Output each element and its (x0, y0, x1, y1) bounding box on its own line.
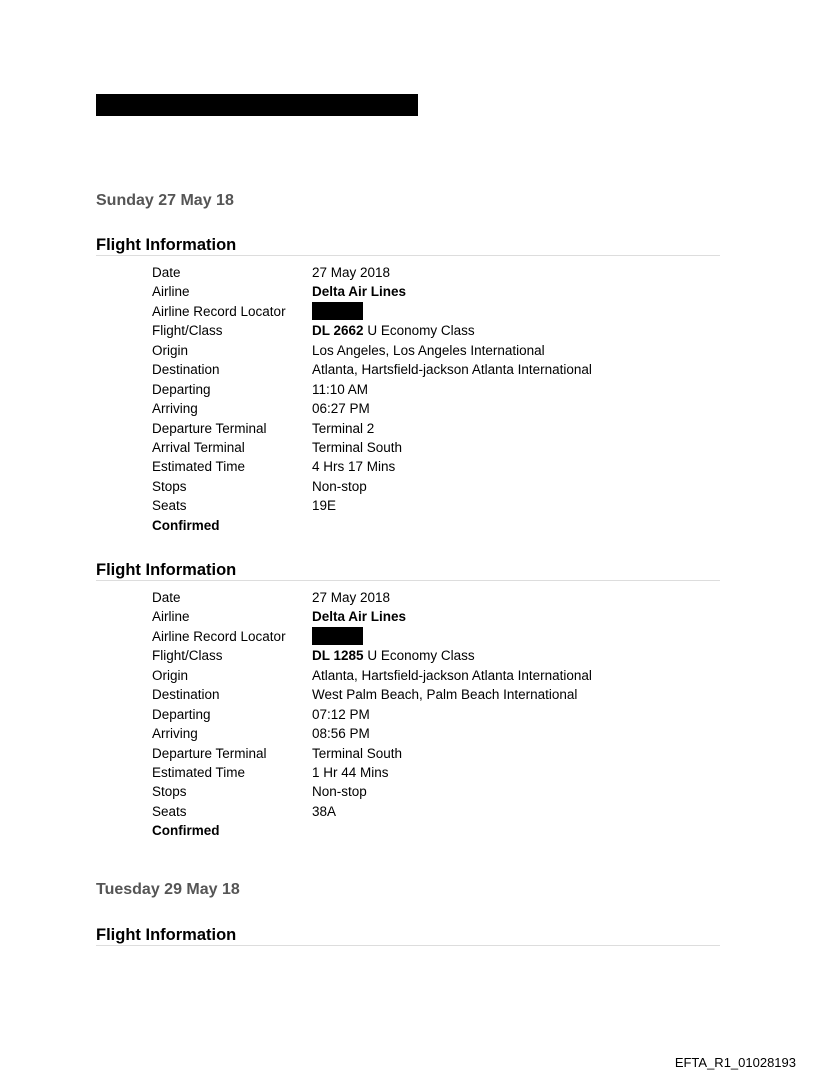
row-est-time (96, 457, 720, 476)
value: 11:10 AM (312, 381, 369, 397)
row-seats (96, 496, 720, 515)
value: Atlanta, Hartsfield-jackson Atlanta International (312, 667, 592, 683)
flight-section-1 (96, 236, 720, 535)
label: Destination (152, 362, 220, 378)
row-stops (96, 477, 720, 496)
row-airline (96, 607, 720, 626)
value: 19E (312, 498, 337, 514)
label: Date (152, 265, 181, 280)
row-airline (96, 282, 720, 301)
label: Departure Terminal (152, 745, 267, 761)
value: 4 Hrs 17 Mins (312, 459, 396, 475)
value: Los Angeles, Los Angeles International (312, 342, 545, 358)
redaction (312, 627, 363, 645)
row-departing (96, 380, 720, 399)
value: 27 May 2018 (312, 590, 391, 605)
row-dep-terminal (96, 744, 720, 763)
value: West Palm Beach, Palm Beach International (312, 687, 578, 703)
value: Delta Air Lines (312, 284, 407, 300)
row-destination (96, 685, 720, 704)
label: Arriving (152, 401, 198, 417)
section-title: Flight Information (96, 236, 720, 256)
value: Terminal 2 (312, 420, 375, 436)
document-id: EFTA_R1_01028193 (674, 1055, 796, 1070)
row-stops (96, 782, 720, 801)
label: Flight/Class (152, 648, 223, 664)
value: Non-stop (312, 784, 367, 800)
label: Airline Record Locator (152, 303, 286, 319)
confirmed-status: Confirmed (152, 517, 220, 533)
label: Airline (152, 284, 190, 300)
label: Departing (152, 381, 211, 397)
label: Seats (152, 498, 187, 514)
redaction (312, 302, 363, 320)
value: Delta Air Lines (312, 609, 407, 625)
row-destination (96, 360, 720, 379)
class: U Economy Class (367, 323, 475, 339)
value: 27 May 2018 (312, 265, 391, 280)
row-locator (96, 627, 720, 646)
value: Terminal South (312, 745, 403, 761)
label: Departure Terminal (152, 420, 267, 436)
day-heading: Tuesday 29 May 18 (96, 881, 240, 898)
row-arr-terminal (96, 438, 720, 457)
value: 06:27 PM (312, 401, 370, 417)
row-origin (96, 666, 720, 685)
class: U Economy Class (367, 648, 475, 664)
row-origin (96, 341, 720, 360)
label: Airline Record Locator (152, 628, 286, 644)
redacted-header (96, 94, 418, 116)
label: Origin (152, 342, 189, 358)
value: 07:12 PM (312, 706, 370, 722)
section-title: Flight Information (96, 926, 720, 946)
row-date (96, 588, 720, 607)
row-arriving (96, 724, 720, 743)
value: Non-stop (312, 478, 367, 494)
label: Stops (152, 478, 187, 494)
flight-section-3 (96, 926, 720, 946)
label: Date (152, 590, 181, 605)
row-arriving (96, 399, 720, 418)
label: Airline (152, 609, 190, 625)
value: Atlanta, Hartsfield-jackson Atlanta International (312, 362, 592, 378)
row-flight-class (96, 321, 720, 340)
row-departing (96, 705, 720, 724)
label: Arriving (152, 726, 198, 742)
label: Origin (152, 667, 189, 683)
value: Terminal South (312, 439, 403, 455)
label: Destination (152, 687, 220, 703)
label: Seats (152, 803, 187, 819)
flight-section-2 (96, 561, 720, 841)
value: 1 Hr 44 Mins (312, 764, 389, 780)
section-title: Flight Information (96, 561, 720, 581)
label: Departing (152, 706, 211, 722)
flight-number: DL 1285 (312, 648, 364, 664)
label: Estimated Time (152, 764, 246, 780)
flight-number: DL 2662 (312, 323, 364, 339)
label: Estimated Time (152, 459, 246, 475)
row-confirmed (96, 821, 720, 840)
row-flight-class (96, 646, 720, 665)
label: Flight/Class (152, 323, 223, 339)
row-seats (96, 802, 720, 821)
row-confirmed (96, 516, 720, 535)
row-date (96, 263, 720, 282)
day-heading: Sunday 27 May 18 (96, 192, 234, 209)
confirmed-status: Confirmed (152, 823, 220, 839)
row-est-time (96, 763, 720, 782)
row-locator (96, 302, 720, 321)
label: Stops (152, 784, 187, 800)
row-dep-terminal (96, 419, 720, 438)
value: 38A (312, 803, 337, 819)
label: Arrival Terminal (152, 439, 245, 455)
value: 08:56 PM (312, 726, 370, 742)
